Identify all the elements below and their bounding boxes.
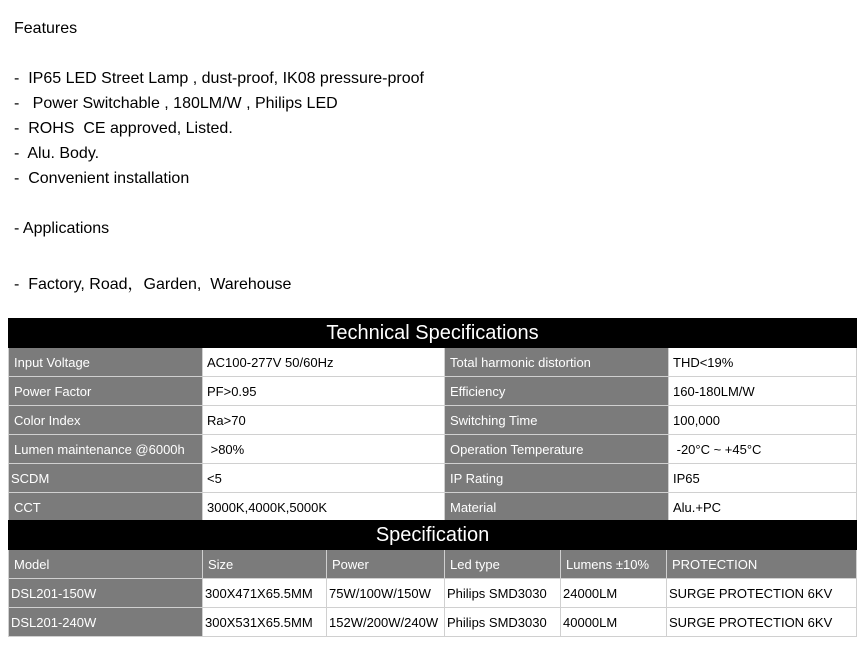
table-row <box>9 579 857 608</box>
table-cell: 75W/100W/150W <box>327 579 445 608</box>
spec-label: Efficiency <box>445 377 669 406</box>
spec-label: Input Voltage <box>9 348 203 377</box>
column-header: Power <box>327 550 445 579</box>
spec-label: Total harmonic distortion <box>445 348 669 377</box>
technical-specifications-table <box>8 318 857 522</box>
table-cell: 24000LM <box>561 579 667 608</box>
spec-label: Power Factor <box>9 377 203 406</box>
model-cell: DSL201-240W <box>9 608 203 637</box>
spec-value: PF>0.95 <box>203 377 445 406</box>
spec-value: IP65 <box>669 464 857 493</box>
column-header: Led type <box>445 550 561 579</box>
tech-specs-title: Technical Specifications <box>9 319 857 348</box>
table-cell: 40000LM <box>561 608 667 637</box>
table-cell: SURGE PROTECTION 6KV <box>667 579 857 608</box>
feature-item: - Alu. Body. <box>14 145 100 162</box>
spec-value: AC100-277V 50/60Hz <box>203 348 445 377</box>
spec-value: Ra>70 <box>203 406 445 435</box>
spec-label: Material <box>445 493 669 522</box>
spec-value: 160-180LM/W <box>669 377 857 406</box>
table-cell: 300X471X65.5MM <box>203 579 327 608</box>
spec-value: THD<19% <box>669 348 857 377</box>
feature-item: - Power Switchable , 180LM/W , Philips LED <box>14 95 338 112</box>
spec-value: <5 <box>203 464 445 493</box>
spec-value: 3000K,4000K,5000K <box>203 493 445 522</box>
spec-label: Color Index <box>9 406 203 435</box>
spec-value: Alu.+PC <box>669 493 857 522</box>
feature-item: - IP65 LED Street Lamp , dust-proof, IK08 pressure-proof <box>14 70 424 87</box>
spec-value: 100,000 <box>669 406 857 435</box>
feature-item: - ROHS CE approved, Listed. <box>14 120 233 137</box>
spec-label: Operation Temperature <box>445 435 669 464</box>
spec-label: Lumen maintenance @6000h <box>9 435 203 464</box>
spec-label: CCT <box>9 493 203 522</box>
table-cell: 300X531X65.5MM <box>203 608 327 637</box>
features-heading: Features <box>14 20 78 37</box>
table-row <box>9 608 857 637</box>
column-header: Model <box>9 550 203 579</box>
spec-label: IP Rating <box>445 464 669 493</box>
spec-label: SCDM <box>9 464 203 493</box>
column-header: Size <box>203 550 327 579</box>
spec-label: Switching Time <box>445 406 669 435</box>
feature-item: - Convenient installation <box>14 170 190 187</box>
column-header: Lumens ±10% <box>561 550 667 579</box>
spec-value: -20°C ~ +45°C <box>669 435 857 464</box>
specification-title: Specification <box>9 521 857 550</box>
table-cell: SURGE PROTECTION 6KV <box>667 608 857 637</box>
applications-list: - Factory, Road，Garden, Warehouse <box>14 276 292 293</box>
model-cell: DSL201-150W <box>9 579 203 608</box>
spec-value: >80% <box>203 435 445 464</box>
table-cell: Philips SMD3030 <box>445 579 561 608</box>
table-cell: 152W/200W/240W <box>327 608 445 637</box>
specification-table <box>8 520 857 637</box>
column-header: PROTECTION <box>667 550 857 579</box>
applications-heading: - Applications <box>14 220 110 237</box>
table-cell: Philips SMD3030 <box>445 608 561 637</box>
